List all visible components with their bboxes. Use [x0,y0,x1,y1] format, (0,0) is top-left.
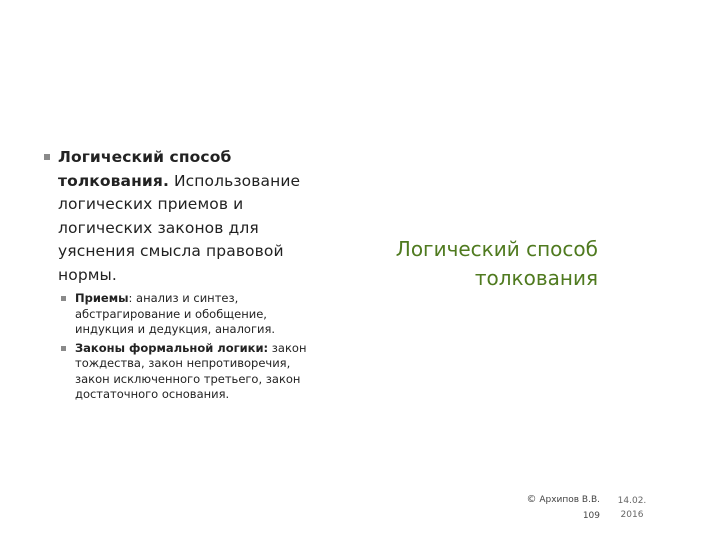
date-line-2: 2016 [620,510,644,520]
square-bullet-icon [61,296,66,301]
copyright-icon: © [526,494,537,505]
sub-bullet-heading: Приемы [75,291,129,305]
title-line-1: Логический способ [395,237,598,261]
square-bullet-icon [44,154,50,160]
author-name: Архипов В.В. [539,495,600,505]
sub-bullet-techniques [44,291,314,338]
title-line-2: толкования [474,266,598,290]
bullet-heading: Логический способ толкования. [58,148,232,190]
sub-bullet-text: закон тождества, закон непротиворечия, закон исключенного третьего, закон достаточного основания. [75,340,307,401]
sub-bullet-heading: Законы формальной логики: [75,340,269,355]
bullet-logical-method [44,146,314,287]
footer-date [612,494,652,522]
square-bullet-icon [61,346,66,351]
slide-content [44,146,314,403]
footer-author [520,492,600,524]
date-line-1: 14.02. [617,496,647,506]
sub-bullet-laws [44,341,314,403]
page-number: 109 [582,511,600,521]
sub-bullet-text: : анализ и синтез, абстрагирование и обобщение, индукция и дедукция, аналогия. [75,291,276,336]
slide-title [318,235,598,293]
bullet-text: Использование логических приемов и логических законов для уяснения смысла правовой нормы. [58,171,301,284]
